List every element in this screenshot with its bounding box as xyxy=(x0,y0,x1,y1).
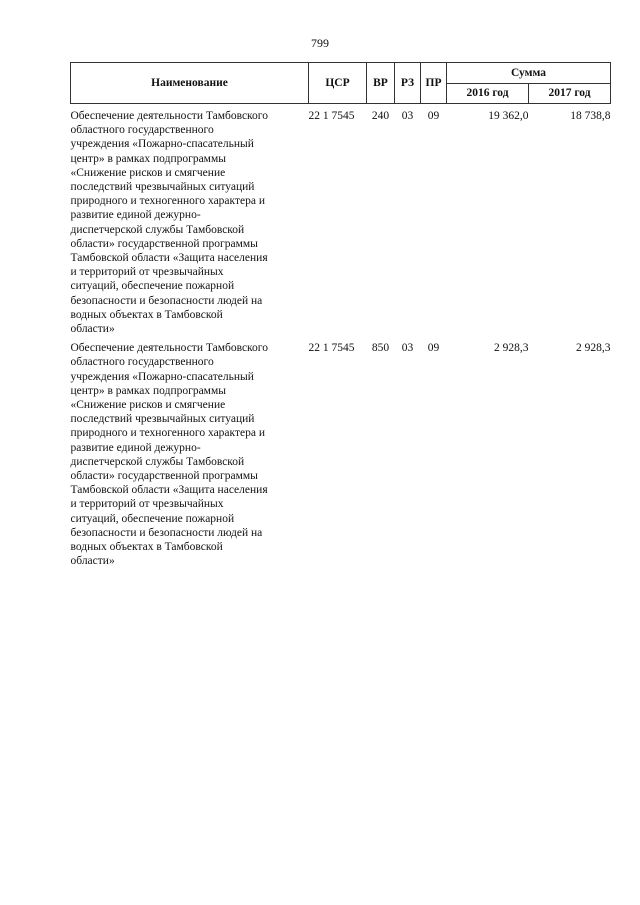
table-row xyxy=(71,336,611,568)
name-line: учреждения «Пожарно-спасательный xyxy=(70,370,254,383)
name-line: и территорий от чрезвычайных xyxy=(70,498,224,511)
header-pr: ПР xyxy=(421,63,447,104)
header-vr: ВР xyxy=(367,63,395,104)
name-line: Тамбовской области «Защита населения xyxy=(70,252,268,265)
header-year-2017: 2017 год xyxy=(529,84,611,104)
row-pr: 09 xyxy=(427,342,440,355)
row-vr: 240 xyxy=(371,110,390,122)
row-sum-2017: 18 738,8 xyxy=(570,110,611,122)
name-line: ситуаций, обеспечение пожарной xyxy=(70,512,235,525)
row-name xyxy=(71,336,309,568)
name-line: области» государственной программы xyxy=(70,237,258,250)
name-line: центр» в рамках подпрограммы xyxy=(70,152,226,165)
name-line: области» государственной программы xyxy=(70,470,258,483)
header-csr: ЦСР xyxy=(309,63,367,104)
name-line: диспетчерской службы Тамбовской xyxy=(70,223,245,236)
page-number: 799 xyxy=(311,36,329,50)
name-line: водных объектах в Тамбовской xyxy=(70,541,223,554)
row-rz: 03 xyxy=(401,110,414,122)
name-line: развитие единой дежурно- xyxy=(70,441,201,454)
row-csr: 22 1 7545 xyxy=(308,342,355,355)
header-name: Наименование xyxy=(71,63,309,104)
budget-table xyxy=(70,62,611,569)
name-line: и территорий от чрезвычайных xyxy=(70,266,224,279)
row-sum-2016: 19 362,0 xyxy=(488,110,529,122)
name-line: области» xyxy=(70,555,115,568)
name-line: диспетчерской службы Тамбовской xyxy=(70,455,245,468)
name-line: Обеспечение деятельности Тамбовского xyxy=(70,110,268,122)
row-sum-2016: 2 928,3 xyxy=(494,342,529,355)
header-year-2016: 2016 год xyxy=(447,84,529,104)
row-pr: 09 xyxy=(427,110,440,122)
name-line: ситуаций, обеспечение пожарной xyxy=(70,280,235,293)
name-line: последствий чрезвычайных ситуаций xyxy=(70,413,255,426)
header-sum: Сумма xyxy=(447,63,611,84)
table-row xyxy=(71,104,611,337)
name-line: «Снижение рисков и смягчение xyxy=(70,166,226,179)
name-line: Обеспечение деятельности Тамбовского xyxy=(70,342,268,355)
name-line: областного государственного xyxy=(70,124,214,137)
name-line: Тамбовской области «Защита населения xyxy=(70,484,268,497)
name-line: областного государственного xyxy=(70,356,214,369)
row-rz: 03 xyxy=(401,342,414,355)
row-csr: 22 1 7545 xyxy=(308,110,355,122)
name-line: развитие единой дежурно- xyxy=(70,209,201,222)
row-vr: 850 xyxy=(371,342,390,355)
name-line: учреждения «Пожарно-спасательный xyxy=(70,138,254,151)
name-line: безопасности и безопасности людей на xyxy=(70,526,263,539)
name-line: безопасности и безопасности людей на xyxy=(70,294,263,307)
name-line: последствий чрезвычайных ситуаций xyxy=(70,181,255,194)
name-line: водных объектах в Тамбовской xyxy=(70,308,223,321)
name-line: «Снижение рисков и смягчение xyxy=(70,399,226,412)
name-line: природного и техногенного характера и xyxy=(70,427,265,440)
row-name xyxy=(71,104,309,337)
name-line: области» xyxy=(70,323,115,336)
header-rz: РЗ xyxy=(395,63,421,104)
row-sum-2017: 2 928,3 xyxy=(576,342,611,355)
name-line: центр» в рамках подпрограммы xyxy=(70,384,226,397)
name-line: природного и техногенного характера и xyxy=(70,195,265,208)
